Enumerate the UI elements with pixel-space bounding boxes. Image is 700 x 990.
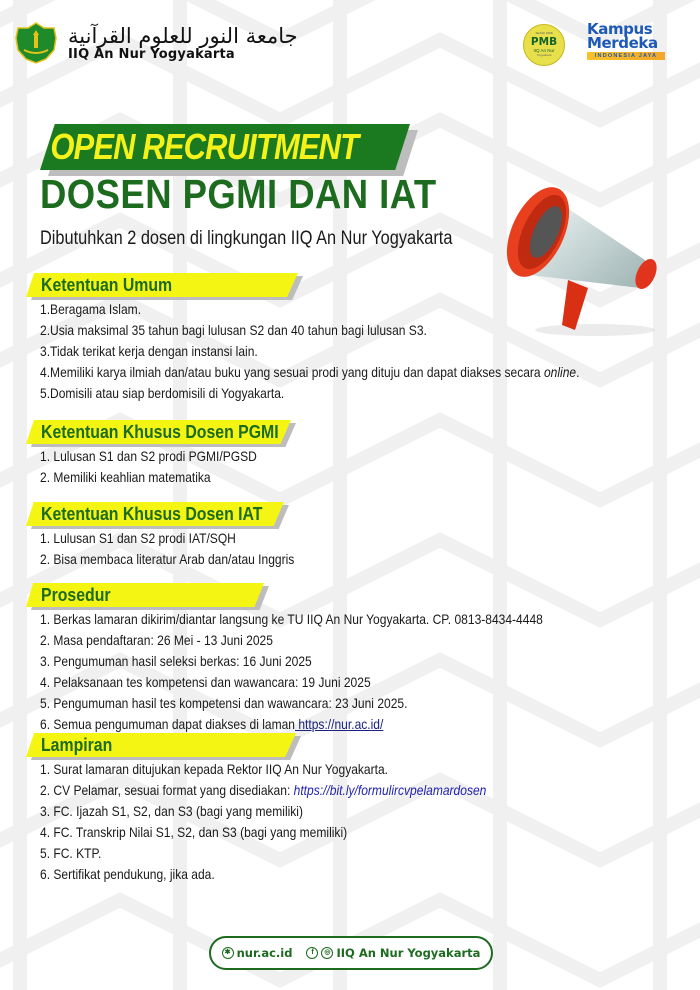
section-heading-text: Ketentuan Umum	[41, 275, 173, 295]
section-heading	[26, 733, 559, 757]
list-item: 1. Lulusan S1 dan S2 prodi PGMI/PGSD	[40, 448, 257, 464]
list-item: 5. Pengumuman hasil tes kompetensi dan wawancara: 23 Juni 2025.	[40, 695, 408, 711]
section-heading-text: Ketentuan Khusus Dosen PGMI	[41, 422, 279, 442]
list-item: 3. Pengumuman hasil seleksi berkas: 16 Juni 2025	[40, 653, 312, 669]
facebook-icon: f	[306, 947, 318, 959]
web-icon: ✱	[222, 947, 234, 959]
list-item: 6. Semua pengumuman dapat diakses di laman https://nur.ac.id/	[40, 716, 384, 732]
kampus-tagline: INDONESIA JAYA	[587, 52, 665, 60]
list-item: 2. CV Pelamar, sesuai format yang disediakan: https://bit.ly/formulircvpelamardosen	[40, 782, 487, 798]
footer-contact-bar	[209, 936, 493, 970]
list-item: 3. FC. Ijazah S1, S2, dan S3 (bagi yang memiliki)	[40, 803, 303, 819]
list-item: 3.Tidak terikat kerja dengan instansi lain.	[40, 343, 258, 359]
list-item: 5.Domisili atau siap berdomisili di Yogyakarta.	[40, 385, 285, 401]
list-item: 5. FC. KTP.	[40, 845, 102, 861]
list-item: 1.Beragama Islam.	[40, 301, 142, 317]
section-ketentuan-umum	[0, 273, 667, 404]
list-item: 2.Usia maksimal 35 tahun bagi lulusan S2 dan 40 tahun bagi lulusan S3.	[40, 322, 427, 338]
emblem-icon	[14, 22, 58, 64]
section-heading-text: Lampiran	[41, 735, 113, 755]
section-heading-text: Prosedur	[41, 585, 111, 605]
section-heading	[26, 502, 336, 526]
title-banner-text: OPEN RECRUITMENT	[50, 126, 359, 167]
list-item: 4. Pelaksanaan tes kompetensi dan wawancara: 19 Juni 2025	[40, 674, 371, 690]
section-khusus-iat	[0, 502, 336, 570]
pmb-sub2: Yogyakarta	[536, 53, 552, 57]
kampus-line1: Kampus	[587, 20, 653, 38]
list-item: 1. Lulusan S1 dan S2 prodi IAT/SQH	[40, 530, 236, 546]
footer-website[interactable]: nur.ac.id	[236, 946, 293, 960]
list-item: 6. Sertifikat pendukung, jika ada.	[40, 866, 215, 882]
pmb-badge	[523, 24, 565, 66]
instagram-icon: ◎	[321, 947, 333, 959]
section-prosedur	[0, 583, 625, 735]
section-lampiran	[0, 733, 559, 885]
list-item: 2. Bisa membaca literatur Arab dan/atau Inggris	[40, 551, 295, 567]
logo-name: IIQ An Nur Yogyakarta	[68, 46, 235, 62]
title-banner	[40, 124, 410, 170]
section-heading	[26, 583, 625, 607]
kampus-line2: Merdeka	[587, 34, 658, 52]
pmb-sub: IIQ An Nur	[533, 48, 555, 53]
list-item: 2. Masa pendaftaran: 26 Mei - 13 Juni 2025	[40, 632, 273, 648]
page-title: DOSEN PGMI DAN IAT	[40, 171, 437, 217]
kampus-merdeka-logo	[587, 22, 697, 60]
section-khusus-pgmi	[0, 420, 292, 488]
institution-logo	[14, 22, 298, 64]
list-item: 2. Memiliki keahlian matematika	[40, 469, 211, 485]
pmb-top: SEJAK 1998	[535, 31, 553, 35]
website-link[interactable]: https://nur.ac.id/	[295, 716, 384, 732]
section-heading-text: Ketentuan Khusus Dosen IAT	[41, 504, 263, 524]
list-item: 1. Surat lamaran ditujukan kepada Rektor IIQ An Nur Yogyakarta.	[40, 761, 389, 777]
footer-social[interactable]: IIQ An Nur Yogyakarta	[336, 946, 481, 960]
logo-arabic-text: جامعة النور للعلوم القرآنية	[68, 23, 298, 48]
list-item: 4. FC. Transkrip Nilai S1, S2, dan S3 (bagi yang memiliki)	[40, 824, 348, 840]
page-tagline: Dibutuhkan 2 dosen di lingkungan IIQ An Nur Yogyakarta	[40, 228, 453, 249]
list-item: 1. Berkas lamaran dikirim/diantar langsung ke TU IIQ An Nur Yogyakarta. CP. 0813-8434-4448	[40, 611, 543, 627]
pmb-label: PMB	[530, 36, 558, 48]
list-item: 4.Memiliki karya ilmiah dan/atau buku yang sesuai prodi yang dituju dan dapat diakses secara online.	[40, 364, 580, 380]
section-heading	[26, 273, 667, 297]
cv-form-link[interactable]: https://bit.ly/formulircvpelamardosen	[293, 782, 487, 798]
section-heading	[26, 420, 292, 444]
